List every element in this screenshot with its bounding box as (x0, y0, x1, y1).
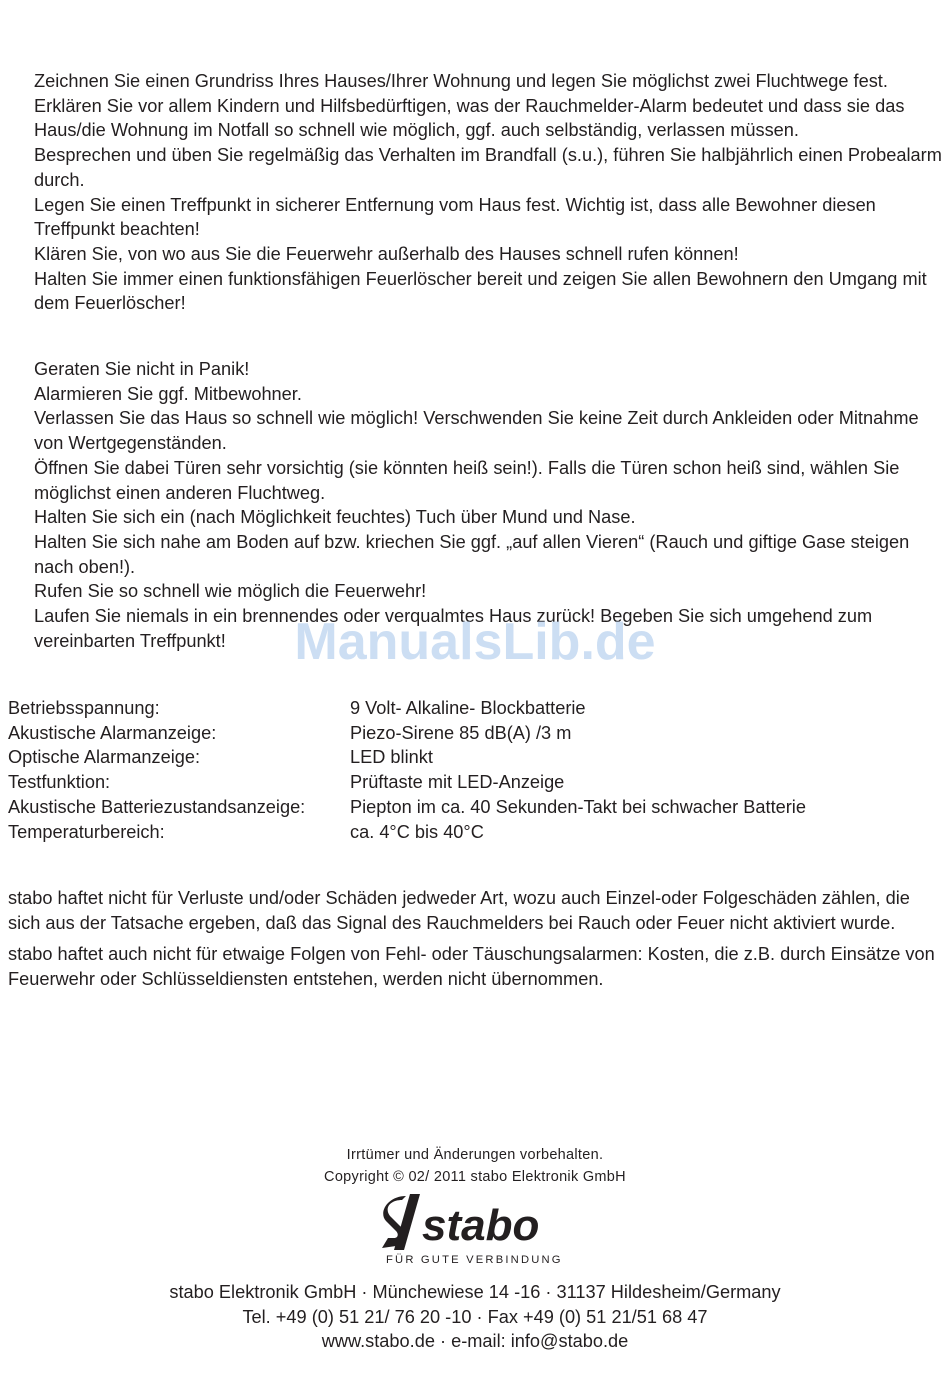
errors-reserved-note: Irrtümer und Änderungen vorbehalten. (346, 1147, 604, 1163)
address-line: stabo Elektronik GmbH · Münchewiese 14 -16 · 31137 Hildesheim/Germany (169, 1282, 781, 1302)
disclaimer-paragraph: stabo haftet auch nicht für etwaige Folgen von Fehl- oder Täuschungsalarmen: Kosten, die z.B. durch Einsätze von Feuerwehr oder Schlüsseldiensten entstehen, werden nicht übernommen. (8, 944, 935, 990)
liability-disclaimer (8, 886, 944, 999)
phone-fax-line: Tel. +49 (0) 51 21/ 76 20 -10 · Fax +49 (0) 51 21/51 68 47 (242, 1306, 708, 1327)
spec-label: Optische Alarmanzeige: (8, 747, 201, 768)
instruction-line: Klären Sie, von wo aus Sie die Feuerwehr außerhalb des Hauses schnell rufen können! (34, 243, 739, 264)
instruction-line: Legen Sie einen Treffpunkt in sicherer Entfernung vom Haus fest. Wichtig ist, dass alle Bewohner diesen Treffpunkt beachten! (34, 194, 876, 240)
fire-behavior-instructions (34, 357, 946, 653)
instruction-line: Verlassen Sie das Haus so schnell wie möglich! Verschwenden Sie keine Zeit durch Ankleiden oder Mitnahme von Wertgegenständen. (34, 408, 919, 454)
svg-text:FÜR GUTE VERBINDUNG: FÜR GUTE VERBINDUNG (386, 1254, 563, 1266)
spec-row (8, 820, 806, 845)
spec-row (8, 795, 806, 820)
spec-value: Piezo-Sirene 85 dB(A) /3 m (350, 722, 572, 743)
spec-value: ca. 4°C bis 40°C (350, 821, 484, 842)
spec-value: 9 Volt- Alkaline- Blockbatterie (350, 698, 586, 718)
instruction-line: Geraten Sie nicht in Panik! (34, 359, 250, 379)
company-address (0, 1280, 950, 1354)
instruction-line: Öffnen Sie dabei Türen sehr vorsichtig (sie könnten heiß sein!). Falls die Türen schon heiß sind, wählen Sie möglichst einen anderen Fluchtweg. (34, 457, 900, 503)
stabo-logo-icon (380, 1192, 580, 1272)
instruction-line: Besprechen und üben Sie regelmäßig das Verhalten im Brandfall (s.u.), führen Sie halbjährlich einen Probealarm durch. (34, 145, 942, 190)
instruction-line: Halten Sie immer einen funktionsfähigen Feuerlöscher bereit und zeigen Sie allen Bewohnern den Umgang mit dem Feuerlöscher! (34, 268, 927, 314)
instruction-line: Erklären Sie vor allem Kindern und Hilfsbedürftigen, was der Rauchmelder-Alarm bedeutet und dass sie das Haus/die Wohnung im Notfall so schnell wie möglich, ggf. auch selbständig, verlassen müssen. (34, 95, 905, 141)
footnote (0, 1144, 950, 1188)
instruction-line: Rufen Sie so schnell wie möglich die Feuerwehr! (34, 581, 427, 602)
spec-label: Betriebsspannung: (8, 698, 160, 718)
spec-label: Akustische Batteriezustandsanzeige: (8, 796, 306, 817)
spec-label: Akustische Alarmanzeige: (8, 722, 217, 743)
instruction-line: Laufen Sie niemals in ein brennendes oder verqualmtes Haus zurück! Begeben Sie sich umgehend zum vereinbarten Treffpunkt! (34, 606, 873, 651)
technical-specs (8, 696, 806, 844)
stabo-logo (380, 1192, 580, 1272)
instruction-line: Halten Sie sich nahe am Boden auf bzw. kriechen Sie ggf. „auf allen Vieren“ (Rauch und giftige Gase steigen nach oben!). (34, 531, 910, 577)
spec-row (8, 770, 806, 795)
instruction-line: Zeichnen Sie einen Grundriss Ihres Hauses/Ihrer Wohnung und legen Sie möglichst zwei Fluchtwege fest. (34, 71, 888, 91)
spec-label: Testfunktion: (8, 772, 111, 793)
spec-row (8, 721, 806, 746)
preparation-instructions (34, 69, 946, 316)
disclaimer-paragraph: stabo haftet nicht für Verluste und/oder Schäden jedweder Art, wozu auch Einzel-oder Folgeschäden zählen, die sich aus der Tatsache ergeben, daß das Signal des Rauchmelders bei Rauch oder Feuer nicht aktiviert wurde. (8, 888, 910, 933)
spec-value: Prüftaste mit LED-Anzeige (350, 772, 565, 793)
spec-value: Piepton im ca. 40 Sekunden-Takt bei schwacher Batterie (350, 796, 806, 817)
spec-row (8, 745, 806, 770)
spec-label: Temperaturbereich: (8, 821, 165, 842)
spec-value: LED blinkt (350, 747, 433, 768)
instruction-line: Halten Sie sich ein (nach Möglichkeit feuchtes) Tuch über Mund und Nase. (34, 507, 636, 528)
instruction-line: Alarmieren Sie ggf. Mitbewohner. (34, 383, 302, 404)
web-email-line: www.stabo.de · e-mail: info@stabo.de (321, 1331, 629, 1352)
copyright-note: Copyright © 02/ 2011 stabo Elektronik GmbH (324, 1169, 626, 1185)
spec-row (8, 696, 806, 721)
svg-text:stabo: stabo (422, 1201, 540, 1250)
watermark: ManualsLib.de (294, 613, 656, 671)
